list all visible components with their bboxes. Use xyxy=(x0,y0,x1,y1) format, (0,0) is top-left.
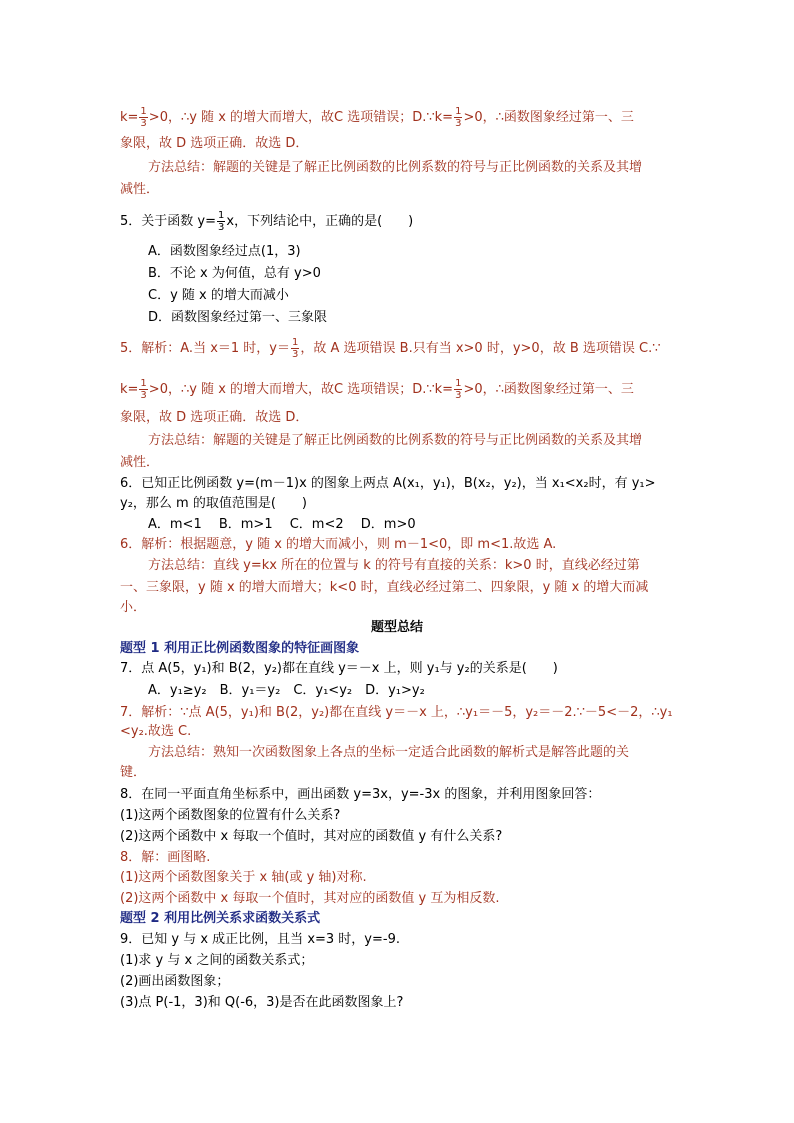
question-5-option-b: B．不论 x 为何值，总有 y>0 xyxy=(148,266,321,281)
prev-summary-line-2: 减性． xyxy=(120,182,160,197)
prev-answer-line-2: 象限，故 D 选项正确．故选 D． xyxy=(120,136,309,151)
question-6-stem-line-2: y₂，那么 m 的取值范围是( ) xyxy=(120,496,307,511)
type-1-heading: 题型 1 利用正比例函数图象的特征画图象 xyxy=(120,641,360,656)
section-title: 题型总结 xyxy=(370,620,423,635)
question-5-answer-line-2: k= $\frac{1}{3}$ >0，∴y 随 x 的增大而增大，故C 选项错误；D.∵k= $\frac{1}{3}$ >0，∴函数图象经过第一、三 xyxy=(120,378,634,401)
question-8-answer-1: (1)这两个函数图象关于 x 轴(或 y 轴)对称. xyxy=(120,870,367,885)
question-5-stem: 5．关于函数 y= $\frac{1}{3}$ x，下列结论中，正确的是( ) xyxy=(120,210,414,233)
question-7-stem: 7．点 A(5，y₁)和 B(2，y₂)都在直线 y＝－x 上，则 y₁与 y₂的关系是( ) xyxy=(120,661,558,676)
question-8-sub-2: (2)这两个函数中 x 每取一个值时，其对应的函数值 y 有什么关系? xyxy=(120,829,503,844)
question-5-summary-line-1: 方法总结：解题的关键是了解正比例函数的比例系数的符号与正比例函数的关系及其增 xyxy=(148,433,643,448)
question-9-stem: 9．已知 y 与 x 成正比例，且当 x=3 时，y=-9. xyxy=(120,932,400,947)
question-7-options: A．y₁≥y₂ B．y₁＝y₂ C．y₁<y₂ D．y₁>y₂ xyxy=(148,683,425,698)
question-8-stem: 8．在同一平面直角坐标系中，画出函数 y=3x，y=-3x 的图象，并利用图象回答： xyxy=(120,787,601,802)
question-5-option-c: C．y 随 x 的增大而减小 xyxy=(148,288,289,303)
question-5-option-a: A．函数图象经过点(1，3) xyxy=(148,244,301,259)
question-6-summary-line-3: 小． xyxy=(120,600,147,615)
question-6-stem-line-1: 6．已知正比例函数 y=(m－1)x 的图象上两点 A(x₁，y₁)，B(x₂，y₂)，当 x₁<x₂时，有 y₁> xyxy=(120,476,656,491)
question-5-answer-line-3: 象限，故 D 选项正确．故选 D． xyxy=(120,410,309,425)
question-6-options: A．m<1 B．m>1 C．m<2 D．m>0 xyxy=(148,517,416,532)
question-7-summary-line-1: 方法总结：熟知一次函数图象上各点的坐标一定适合此函数的解析式是解答此题的关 xyxy=(148,745,630,760)
prev-answer-line-1: k= $\frac{1}{3}$ >0，∴y 随 x 的增大而增大，故C 选项错误；D.∵k= $\frac{1}{3}$ >0，∴函数图象经过第一、三 xyxy=(120,106,634,129)
question-8-sub-1: (1)这两个函数图象的位置有什么关系? xyxy=(120,808,341,823)
question-8-answer: 8．解：画图略. xyxy=(120,850,211,865)
question-7-summary-line-2: 键． xyxy=(120,765,147,780)
type-2-heading: 题型 2 利用比例关系求函数关系式 xyxy=(120,911,321,926)
question-5-summary-line-2: 减性． xyxy=(120,455,160,470)
question-5-answer-line-1: 5．解析：A.当 x＝1 时，y＝ $\frac{1}{3}$ ，故 A 选项错误 B.只有当 x>0 时，y>0，故 B 选项错误 C.∵ xyxy=(120,337,661,360)
question-9-sub-3: (3)点 P(-1，3)和 Q(-6，3)是否在此函数图象上? xyxy=(120,995,404,1010)
question-7-answer-line-1: 7．解析：∵点 A(5，y₁)和 B(2，y₂)都在直线 y＝－x 上，∴y₁＝－5，y₂＝－2.∵－5<－2，∴y₁ xyxy=(120,705,673,720)
question-6-summary-line-1: 方法总结：直线 y=kx 所在的位置与 k 的符号有直接的关系：k>0 时，直线必经过第 xyxy=(148,558,640,573)
question-7-answer-line-2: <y₂.故选 C. xyxy=(120,724,192,739)
question-9-sub-2: (2)画出函数图象； xyxy=(120,974,230,989)
question-9-sub-1: (1)求 y 与 x 之间的函数关系式； xyxy=(120,953,314,968)
question-5-option-d: D．函数图象经过第一、三象限 xyxy=(148,310,328,325)
question-8-answer-2: (2)这两个函数中 x 每取一个值时，其对应的函数值 y 互为相反数. xyxy=(120,891,500,906)
prev-summary-line-1: 方法总结：解题的关键是了解正比例函数的比例系数的符号与正比例函数的关系及其增 xyxy=(148,160,643,175)
question-6-summary-line-2: 一、三象限，y 随 x 的增大而增大；k<0 时，直线必经过第二、四象限，y 随 x 的增大而减 xyxy=(120,580,649,595)
question-6-answer: 6．解析：根据题意，y 随 x 的增大而减小，则 m－1<0，即 m<1.故选 A. xyxy=(120,537,557,552)
